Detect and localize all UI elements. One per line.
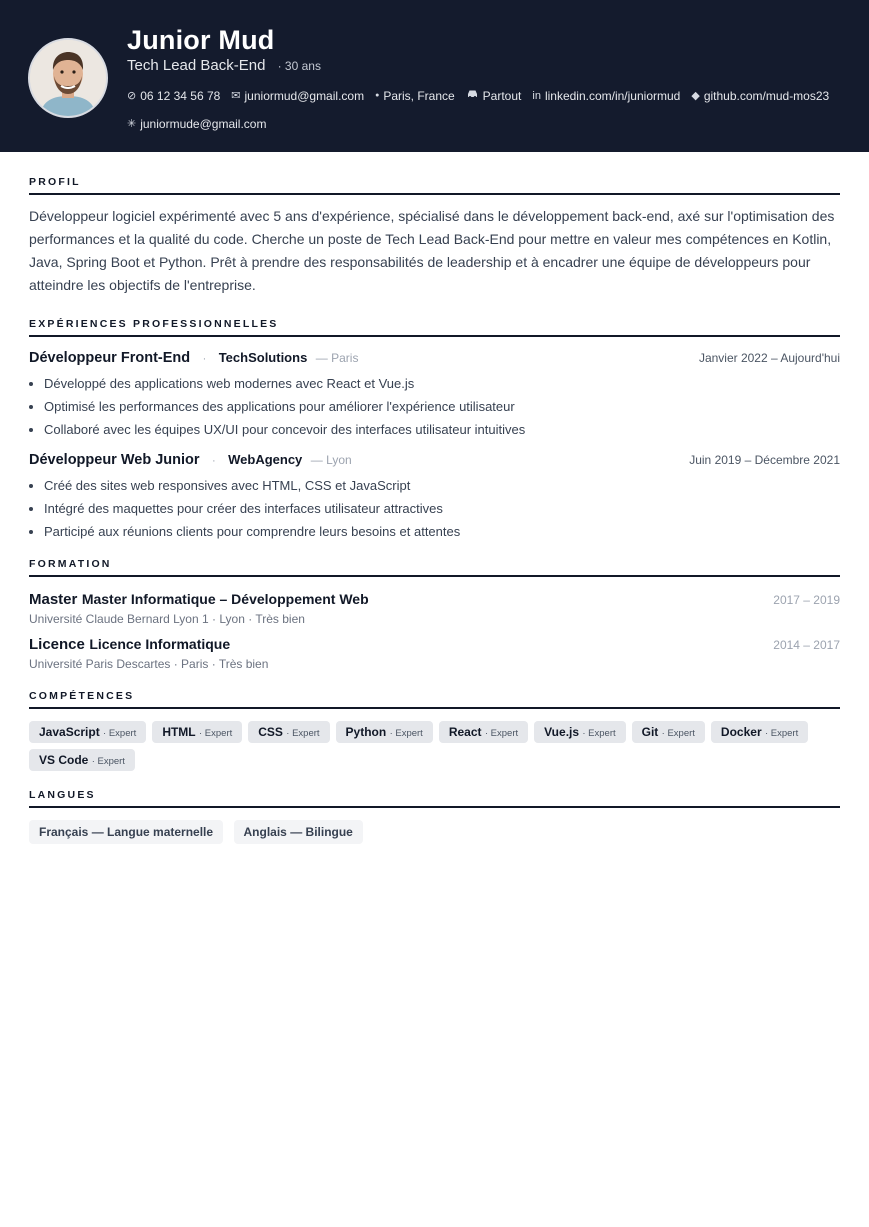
skill-name: JavaScript xyxy=(39,725,100,739)
contact-row xyxy=(127,88,847,104)
contact-row xyxy=(127,116,847,132)
bullet-item: • Collaboré avec les équipes UX/UI pour concevoir des interfaces utilisateur intuitives xyxy=(44,418,840,441)
contact-linkedin[interactable] xyxy=(532,88,680,104)
contact-other[interactable] xyxy=(127,116,266,132)
experience-title: Développeur Web Junior xyxy=(29,452,200,468)
bullet-item: • Créé des sites web responsives avec HTML, CSS et JavaScript xyxy=(44,474,840,497)
skill-level: · Expert xyxy=(389,728,423,739)
skill-name: Git xyxy=(641,725,659,739)
experience-city: — Lyon xyxy=(310,453,352,467)
experience-city: — Paris xyxy=(315,351,359,365)
education-dates: 2014 – 2017 xyxy=(773,638,840,652)
skill-name: Python xyxy=(345,725,387,739)
car-icon xyxy=(466,88,479,104)
skill-chip xyxy=(248,721,329,743)
linkedin-icon: in xyxy=(532,90,541,102)
education-school: Université Paris Descartes · Paris · Très bien xyxy=(29,657,269,671)
section-langues xyxy=(29,789,840,844)
education-field: Master Informatique – Développement Web xyxy=(81,591,369,607)
skill-level: · Expert xyxy=(661,728,695,739)
contact-list xyxy=(127,88,847,132)
skill-chip xyxy=(632,721,705,743)
skill-level: · Expert xyxy=(198,728,233,739)
bullet-item: • Intégré des maquettes pour créer des interfaces utilisateur attractives xyxy=(44,497,840,520)
skill-chip xyxy=(534,721,626,743)
contact-github[interactable] xyxy=(691,88,829,104)
candidate-name: Junior Mud xyxy=(127,25,275,55)
experience-dates: Janvier 2022 – Aujourd'hui xyxy=(698,351,840,365)
experience-title: Développeur Front-End xyxy=(29,350,191,366)
section-title: EXPÉRIENCES PROFESSIONNELLES xyxy=(29,318,840,337)
github-icon: ◆ xyxy=(691,90,700,102)
section-title: FORMATION xyxy=(29,558,840,577)
separator: · xyxy=(212,455,216,467)
education-field: Licence Informatique xyxy=(89,636,231,652)
skill-chip xyxy=(336,721,433,743)
location-icon: ● xyxy=(375,92,380,99)
experience-header xyxy=(29,349,840,367)
contact-location xyxy=(375,88,455,104)
profile-photo xyxy=(30,40,106,116)
mail-icon: ✉ xyxy=(231,90,241,102)
skill-chip xyxy=(29,749,135,771)
skill-name: React xyxy=(448,725,482,739)
experience-dates: Juin 2019 – Décembre 2021 xyxy=(689,453,840,467)
contact-phone xyxy=(127,88,220,104)
experience-item xyxy=(29,451,840,543)
contact-email[interactable] xyxy=(231,88,364,104)
age: · 30 ans xyxy=(277,59,321,73)
education-dates: 2017 – 2019 xyxy=(773,593,840,607)
avatar xyxy=(28,38,108,118)
section-profil xyxy=(29,152,840,297)
job-title: Tech Lead Back-End xyxy=(127,57,266,74)
experience-company: TechSolutions xyxy=(218,350,308,365)
skill-chip xyxy=(439,721,528,743)
skill-list xyxy=(29,721,840,777)
section-title: PROFIL xyxy=(29,176,840,195)
contact-text: linkedin.com/in/juniormud xyxy=(544,89,681,103)
education-school: Université Claude Bernard Lyon 1 · Lyon · Très bien xyxy=(29,612,305,626)
education-degree: Licence xyxy=(29,636,85,653)
section-title: COMPÉTENCES xyxy=(29,690,840,709)
bullet-item: • Optimisé les performances des applications pour améliorer l'expérience utilisateur xyxy=(44,395,840,418)
asterisk-icon: ✳ xyxy=(127,118,137,130)
contact-text: 06 12 34 56 78 xyxy=(140,89,221,103)
skill-name: VS Code xyxy=(39,753,89,767)
experience-bullets xyxy=(29,474,840,543)
experience-header xyxy=(29,451,840,469)
skill-chip xyxy=(152,721,242,743)
language-chip: Anglais — Bilingue xyxy=(234,820,363,844)
skill-chip xyxy=(711,721,808,743)
section-title: LANGUES xyxy=(29,789,840,808)
skill-chip xyxy=(29,721,146,743)
section-experiences xyxy=(29,318,840,543)
education-item xyxy=(29,591,840,626)
skill-level: · Expert xyxy=(484,728,519,739)
section-competences xyxy=(29,690,840,777)
resume-header xyxy=(0,0,869,152)
skill-name: CSS xyxy=(258,725,283,739)
contact-mobility xyxy=(466,88,522,104)
contact-text: Paris, France xyxy=(383,89,455,103)
language-chip: Français — Langue maternelle xyxy=(29,820,223,844)
contact-text: Partout xyxy=(482,89,522,103)
education-degree: Master xyxy=(29,591,78,608)
skill-name: Docker xyxy=(720,725,762,739)
profile-text: Développeur logiciel expérimenté avec 5 ans d'expérience, spécialisé dans le développement back-end, axé sur l'optimisation des performances et la qualité du code. Cherche un poste de Tech Lead Back-End pour mettre en valeur mes compétences en Kotlin, Java, Spring Boot et Python. Prêt à prendre des responsabilités de leadership et à encadrer une équipe de développeurs pour atteindre les objectifs de l'entreprise. xyxy=(29,208,835,293)
skill-level: · Expert xyxy=(286,728,320,739)
contact-text: juniormud@gmail.com xyxy=(244,89,365,103)
experience-item xyxy=(29,349,840,441)
skill-level: · Expert xyxy=(103,728,137,739)
skill-level: · Expert xyxy=(91,756,125,767)
resume-body xyxy=(0,152,869,844)
skill-level: · Expert xyxy=(582,728,616,739)
title-line xyxy=(127,57,321,75)
experience-bullets xyxy=(29,372,840,441)
section-formation xyxy=(29,558,840,671)
bullet-item: • Participé aux réunions clients pour comprendre leurs besoins et attentes xyxy=(44,520,840,543)
skill-name: HTML xyxy=(162,725,196,739)
contact-text: juniormude@gmail.com xyxy=(140,117,267,131)
skill-name: Vue.js xyxy=(544,725,580,739)
bullet-item: • Développé des applications web modernes avec React et Vue.js xyxy=(44,372,840,395)
contact-text: github.com/mud-mos23 xyxy=(703,89,830,103)
experience-company: WebAgency xyxy=(228,452,303,467)
phone-icon: ⊘ xyxy=(127,90,137,102)
separator: · xyxy=(202,353,207,365)
education-item xyxy=(29,636,840,671)
skill-level: · Expert xyxy=(764,728,799,739)
